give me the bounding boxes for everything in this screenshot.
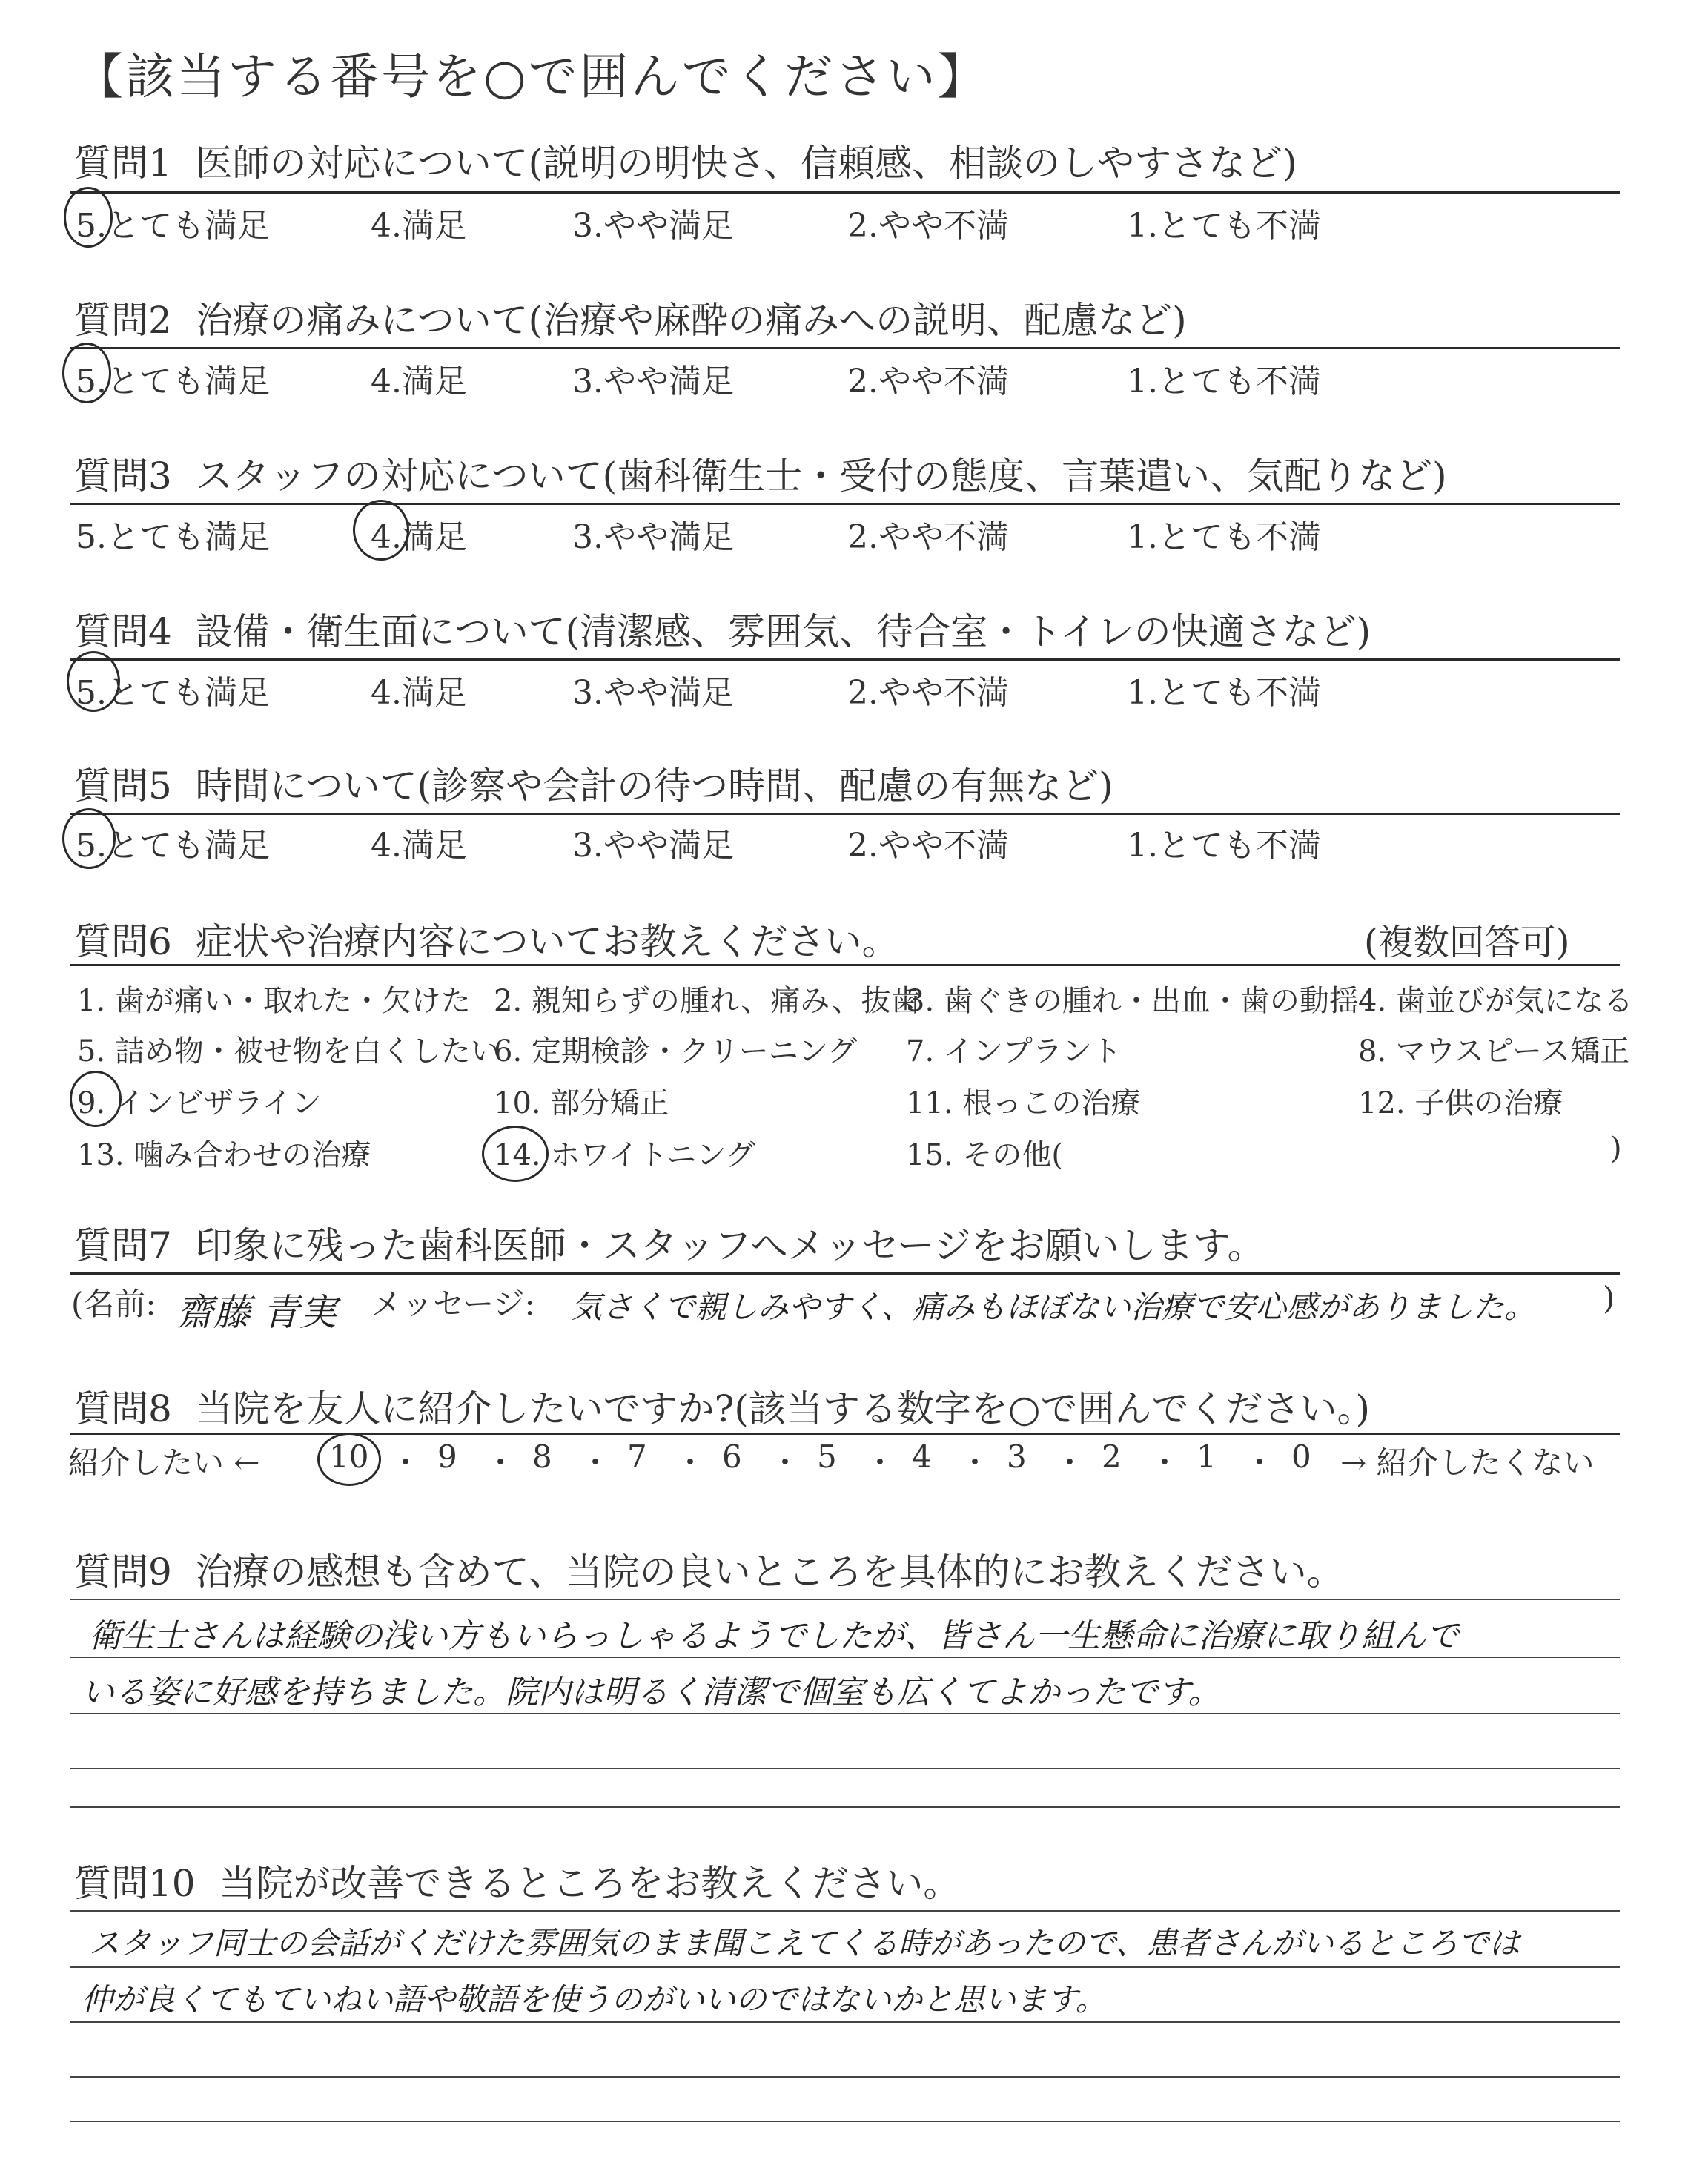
question-label: 質問9 bbox=[74, 1550, 172, 1593]
divider bbox=[70, 964, 1620, 966]
close-paren: ) bbox=[1603, 1280, 1615, 1316]
symptom-option[interactable]: 4. 歯並びが気になる bbox=[1358, 984, 1633, 1018]
recommend-right-label: → 紹介したくない bbox=[1340, 1444, 1595, 1481]
symptom-option[interactable]: 13. 噛み合わせの治療 bbox=[77, 1138, 371, 1172]
answer-rule bbox=[70, 1966, 1620, 1968]
question-label: 質問10 bbox=[74, 1862, 196, 1905]
question-text: 治療の感想も含めて、当院の良いところを具体的にお教えください。 bbox=[195, 1550, 1344, 1593]
symptom-option[interactable]: 10. 部分矯正 bbox=[494, 1086, 669, 1120]
message-label: メッセージ: bbox=[371, 1286, 535, 1322]
recommend-left-label: 紹介したい ← bbox=[68, 1444, 260, 1481]
scale-6[interactable]: 6 bbox=[722, 1439, 742, 1475]
question-label: 質問3 bbox=[74, 455, 172, 498]
option-4[interactable]: 4.満足 bbox=[371, 363, 467, 400]
option-2[interactable]: 2.やや不満 bbox=[847, 827, 1009, 865]
answer-rule bbox=[70, 2121, 1620, 2122]
option-2[interactable]: 2.やや不満 bbox=[847, 674, 1009, 712]
scale-dot: ・ bbox=[1244, 1444, 1276, 1481]
answer-line[interactable]: スタッフ同士の会話がくだけた雰囲気のまま聞こえてくる時があったので、患者さんがいるところでは bbox=[89, 1925, 1520, 1961]
scale-9[interactable]: 9 bbox=[437, 1439, 457, 1475]
option-3[interactable]: 3.やや満足 bbox=[572, 518, 734, 556]
symptom-option[interactable]: 9. インビザライン bbox=[77, 1086, 322, 1120]
question-text: 設備・衛生面について(清潔感、雰囲気、待合室・トイレの快適さなど) bbox=[195, 610, 1371, 653]
divider bbox=[70, 503, 1620, 505]
divider bbox=[70, 347, 1620, 349]
question-text: 時間について(診察や会計の待つ時間、配慮の有無など) bbox=[195, 764, 1113, 807]
selection-circle bbox=[317, 1433, 381, 1486]
option-1[interactable]: 1.とても不満 bbox=[1127, 363, 1321, 400]
answer-rule bbox=[70, 1713, 1620, 1714]
symptom-option[interactable]: 8. マウスピース矯正 bbox=[1358, 1034, 1630, 1069]
symptom-option[interactable]: 11. 根っこの治療 bbox=[906, 1086, 1141, 1120]
option-1[interactable]: 1.とても不満 bbox=[1127, 207, 1321, 245]
symptom-option[interactable]: 7. インプラント bbox=[906, 1034, 1122, 1069]
answer-rule bbox=[70, 1806, 1620, 1808]
question-4 bbox=[74, 602, 1371, 655]
question-label: 質問1 bbox=[74, 142, 172, 185]
selection-circle bbox=[353, 500, 409, 561]
divider bbox=[70, 1433, 1620, 1435]
option-5[interactable]: 5.とても満足 bbox=[76, 363, 270, 400]
scale-10[interactable]: 10 bbox=[329, 1439, 369, 1475]
option-4[interactable]: 4.満足 bbox=[371, 207, 467, 245]
message-value[interactable]: 気さくで親しみやすく、痛みもほぼない治療で安心感がありました。 bbox=[571, 1289, 1536, 1325]
scale-dot: ・ bbox=[769, 1444, 801, 1481]
question-6 bbox=[74, 912, 899, 965]
scale-dot: ・ bbox=[675, 1444, 706, 1481]
selection-circle bbox=[482, 1126, 549, 1182]
question-label: 質問5 bbox=[74, 764, 172, 807]
answer-line[interactable]: いる姿に好感を持ちました。院内は明るく清潔で個室も広くてよかったです。 bbox=[82, 1674, 1221, 1711]
divider bbox=[70, 658, 1620, 661]
symptom-option[interactable]: 3. 歯ぐきの腫れ・出血・歯の動揺 bbox=[906, 984, 1359, 1018]
scale-dot: ・ bbox=[1054, 1444, 1086, 1481]
divider bbox=[70, 1272, 1620, 1275]
symptom-option[interactable]: 12. 子供の治療 bbox=[1358, 1086, 1563, 1120]
answer-line[interactable]: 衛生士さんは経験の浅い方もいらっしゃるようでしたが、皆さん一生懸命に治療に取り組んで bbox=[89, 1617, 1459, 1655]
scale-1[interactable]: 1 bbox=[1196, 1439, 1217, 1475]
question-9 bbox=[74, 1542, 1344, 1596]
option-4[interactable]: 4.満足 bbox=[371, 827, 467, 865]
scale-7[interactable]: 7 bbox=[627, 1439, 647, 1475]
question-10 bbox=[74, 1854, 960, 1907]
option-1[interactable]: 1.とても不満 bbox=[1127, 827, 1321, 865]
scale-dot: ・ bbox=[1149, 1444, 1181, 1481]
scale-dot: ・ bbox=[959, 1444, 991, 1481]
question-text: 医師の対応について(説明の明快さ、信頼感、相談のしやすさなど) bbox=[195, 142, 1297, 185]
scale-0[interactable]: 0 bbox=[1291, 1439, 1311, 1475]
answer-rule bbox=[70, 2021, 1620, 2023]
page-title: 【該当する番号を○で囲んでください】 bbox=[74, 48, 989, 105]
option-5[interactable]: 5.とても満足 bbox=[76, 518, 270, 556]
option-1[interactable]: 1.とても不満 bbox=[1127, 674, 1321, 712]
option-5[interactable]: 5.とても満足 bbox=[76, 827, 270, 865]
option-2[interactable]: 2.やや不満 bbox=[847, 518, 1009, 556]
name-value[interactable]: 齋藤 青実 bbox=[176, 1291, 337, 1334]
selection-circle bbox=[70, 1071, 122, 1127]
symptom-option[interactable]: 14. ホワイトニング bbox=[494, 1138, 755, 1172]
question-label: 質問2 bbox=[74, 299, 172, 342]
question-label: 質問4 bbox=[74, 610, 172, 653]
symptom-option[interactable]: 15. その他( bbox=[906, 1138, 1063, 1172]
option-3[interactable]: 3.やや満足 bbox=[572, 207, 734, 245]
selection-circle bbox=[67, 651, 120, 712]
option-4[interactable]: 4.満足 bbox=[371, 674, 467, 712]
scale-dot: ・ bbox=[390, 1444, 422, 1481]
divider bbox=[70, 813, 1620, 815]
question-2 bbox=[74, 291, 1187, 344]
question-7 bbox=[74, 1216, 1265, 1269]
scale-dot: ・ bbox=[580, 1444, 612, 1481]
option-5[interactable]: 5.とても満足 bbox=[76, 674, 270, 712]
name-label: (名前: bbox=[71, 1286, 156, 1322]
selection-circle bbox=[62, 343, 111, 403]
option-3[interactable]: 3.やや満足 bbox=[572, 674, 734, 712]
symptom-option[interactable]: 6. 定期検診・クリーニング bbox=[494, 1034, 858, 1069]
other-close-paren: ) bbox=[1610, 1132, 1622, 1166]
question-text: 症状や治療内容についてお教えください。 bbox=[195, 920, 899, 963]
scale-dot: ・ bbox=[485, 1444, 517, 1481]
question-text: 当院を友人に紹介したいですか?(該当する数字を○で囲んでください。) bbox=[195, 1387, 1371, 1430]
symptom-option[interactable]: 1. 歯が痛い・取れた・欠けた bbox=[77, 984, 471, 1018]
question-label: 質問7 bbox=[74, 1224, 172, 1267]
divider bbox=[70, 191, 1620, 194]
scale-8[interactable]: 8 bbox=[532, 1439, 552, 1475]
question-text: 治療の痛みについて(治療や麻酔の痛みへの説明、配慮など) bbox=[195, 299, 1187, 342]
selection-circle bbox=[62, 808, 116, 869]
question-label: 質問6 bbox=[74, 920, 172, 963]
option-5[interactable]: 5.とても満足 bbox=[76, 207, 270, 245]
option-3[interactable]: 3.やや満足 bbox=[572, 827, 734, 865]
scale-3[interactable]: 3 bbox=[1007, 1439, 1027, 1475]
question-text: 印象に残った歯科医師・スタッフへメッセージをお願いします。 bbox=[195, 1224, 1265, 1267]
symptom-option[interactable]: 5. 詰め物・被せ物を白くしたい bbox=[77, 1034, 500, 1069]
question-text: スタッフの対応について(歯科衛生士・受付の態度、言葉遣い、気配りなど) bbox=[195, 455, 1447, 498]
option-2[interactable]: 2.やや不満 bbox=[847, 363, 1009, 400]
answer-rule bbox=[70, 1768, 1620, 1769]
question-1 bbox=[74, 133, 1297, 187]
option-2[interactable]: 2.やや不満 bbox=[847, 207, 1009, 245]
answer-line[interactable]: 仲が良くてもていねい語や敬語を使うのがいいのではないかと思います。 bbox=[82, 1981, 1107, 2018]
answer-rule bbox=[70, 1910, 1620, 1912]
selection-circle bbox=[64, 187, 113, 248]
scale-2[interactable]: 2 bbox=[1102, 1439, 1122, 1475]
answer-rule bbox=[70, 1599, 1620, 1600]
scale-dot: ・ bbox=[864, 1444, 896, 1481]
answer-rule bbox=[70, 1657, 1620, 1658]
option-3[interactable]: 3.やや満足 bbox=[572, 363, 734, 400]
question-8 bbox=[74, 1379, 1370, 1433]
question-label: 質問8 bbox=[74, 1387, 172, 1430]
symptom-option[interactable]: 2. 親知らずの腫れ、痛み、抜歯 bbox=[494, 984, 921, 1018]
multiple-answer-note: (複数回答可) bbox=[1364, 922, 1570, 963]
option-1[interactable]: 1.とても不満 bbox=[1127, 518, 1321, 556]
question-5 bbox=[74, 756, 1113, 810]
scale-4[interactable]: 4 bbox=[912, 1439, 932, 1475]
scale-5[interactable]: 5 bbox=[817, 1439, 837, 1475]
answer-rule bbox=[70, 2076, 1620, 2078]
question-3 bbox=[74, 446, 1447, 500]
question-text: 当院が改善できるところをお教えください。 bbox=[219, 1862, 961, 1905]
option-4[interactable]: 4.満足 bbox=[371, 518, 467, 556]
